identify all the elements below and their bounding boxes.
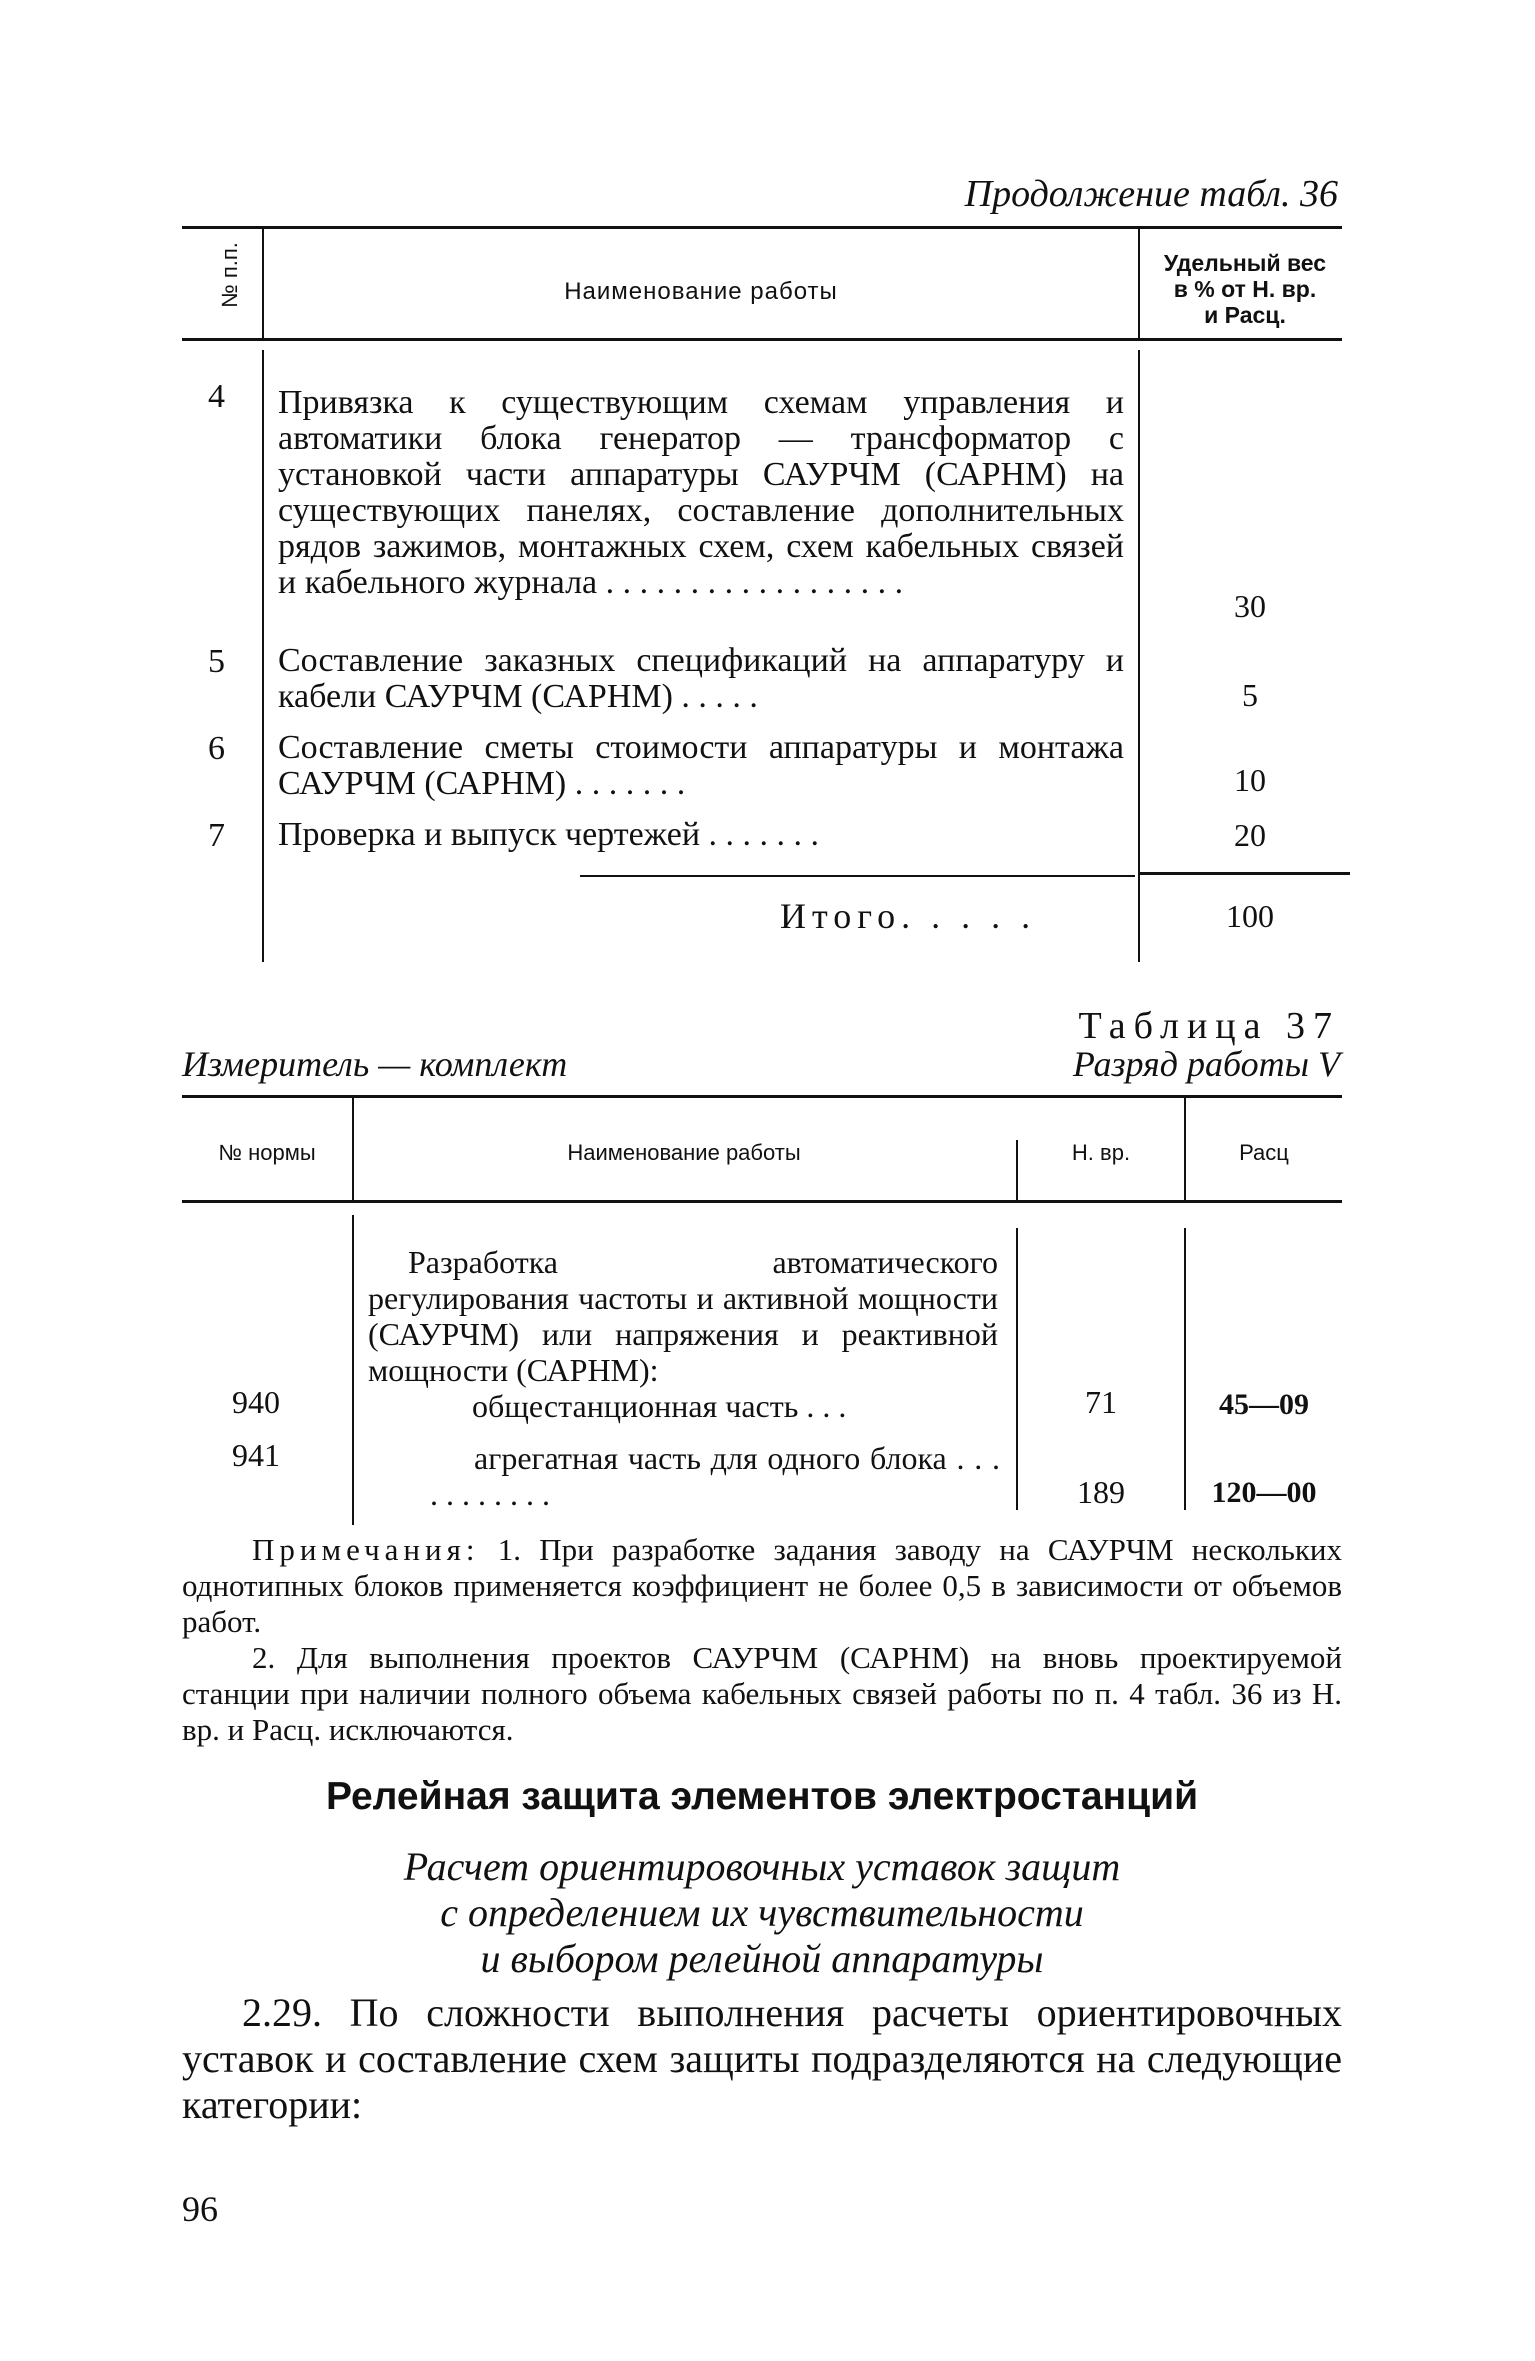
table37-row-time: 189: [1077, 1474, 1125, 1510]
table37-header-name: Наименование работы: [567, 1140, 801, 1165]
table36-header-num: № п.п.: [216, 242, 242, 308]
table37-grade: Разряд работы V: [1072, 1044, 1340, 1084]
table36-top-rule: [182, 226, 1342, 229]
table37-row-norm: 941: [232, 1437, 280, 1473]
table36-row-value: 10: [1234, 762, 1266, 798]
table36-row-num: 6: [208, 730, 225, 767]
share-line-3: и Расц.: [1204, 302, 1286, 328]
table37-header-norm: № нормы: [218, 1140, 316, 1165]
note-2: 2. Для выполнения проектов САУРЧМ (САРНМ) на вновь проектируемой станции при наличии полного объема кабельных связей работы по п. 4 табл. 36 из Н. вр. и Расц. исключаются.: [182, 1640, 1342, 1747]
page-number: 96: [182, 2189, 218, 2229]
table37-header-divider-1: [352, 1098, 354, 1200]
table37-row-time: 71: [1085, 1384, 1117, 1420]
table36-row-value: 20: [1234, 817, 1266, 853]
table37-body-divider-2: [1016, 1228, 1018, 1510]
table37-row-price: 120—00: [1211, 1476, 1317, 1509]
table37-row-norm: 940: [232, 1384, 280, 1420]
table36-header-name: Наименование работы: [564, 278, 838, 305]
table36-row-text: Составление сметы стоимости аппаратуры и монтажа САУРЧМ (САРНМ) . . . . . . .: [278, 729, 1124, 802]
notes-label: Примечания:: [252, 1532, 480, 1567]
share-line-1: Удельный вес: [1163, 250, 1327, 276]
table37-row-text: общестанционная часть . . .: [472, 1388, 847, 1424]
table36-row-num: 7: [208, 817, 225, 854]
table37-row-price: 45—09: [1219, 1388, 1309, 1421]
table36-body-divider-2: [1138, 350, 1140, 962]
table36-row-value: 30: [1234, 588, 1266, 624]
table37-measure: Измеритель — комплект: [182, 1044, 568, 1084]
section-subtitle-2: с определением их чувствительности: [440, 1890, 1084, 1935]
table37-intro-text: Разработка автоматического регулирования частоты и активной мощности (САУРЧМ) или напряжения и реактивной мощности (САРНМ):: [368, 1244, 998, 1388]
table37-body-divider-1: [352, 1215, 354, 1525]
table37-row-text: агрегатная часть для одного блока . . . . . . . . . . .: [430, 1440, 1000, 1512]
table37-header-rule: [182, 1200, 1342, 1203]
table36-total-value: 100: [1226, 898, 1274, 934]
table36-total-label: Итого. . . . .: [780, 896, 1037, 936]
table36-header-rule: [182, 338, 1342, 341]
table36-body-divider-1: [262, 350, 264, 962]
table37-title: Таблица 37: [1078, 1005, 1340, 1047]
section-subtitle-1: Расчет ориентировочных уставок защит: [403, 1844, 1121, 1889]
table36-row-value: 5: [1242, 677, 1258, 713]
table36-total-rule-right: [1140, 872, 1350, 875]
table36-header-share: [1140, 250, 1350, 328]
section-subtitle-3: и выбором релейной аппаратуры: [480, 1936, 1044, 1981]
table37-body-divider-3: [1184, 1228, 1186, 1510]
table37-header-price: Расц: [1239, 1140, 1289, 1165]
section-title: Релейная защита элементов электростанций: [325, 1775, 1199, 1818]
table36-total-rule-left: [580, 875, 1135, 877]
table36-row-num: 4: [208, 378, 225, 415]
table37-header-time: Н. вр.: [1071, 1140, 1131, 1165]
table36-row-num: 5: [208, 643, 225, 680]
section-paragraph: 2.29. По сложности выполнения расчеты ориентировочных уставок и составление схем защиты подразделяются на следующие категории:: [182, 1990, 1342, 2127]
table37-top-rule: [182, 1095, 1342, 1098]
table36-row-text: Составление заказных спецификаций на аппаратуру и кабели САУРЧМ (САРНМ) . . . . .: [278, 642, 1124, 715]
note-1-text: 1. При разработке задания заводу на САУРЧМ нескольких однотипных блоков применяется коэффициент не более 0,5 в зависимости от объемов работ.: [182, 1532, 1343, 1639]
table36-header-divider-1: [262, 229, 264, 338]
table36-row-text: Проверка и выпуск чертежей . . . . . . .: [278, 816, 820, 853]
share-line-2: в % от Н. вр.: [1173, 276, 1317, 302]
note-1: [182, 1532, 1342, 1640]
table36-row-text: Привязка к существующим схемам управления и автоматики блока генератор — трансформатор с установкой части аппаратуры САУРЧМ (САРНМ) на существующих панелях, составление дополнительных рядов зажимов, монтажных схем, схем кабельных связей и кабельного журнала . . . . . . . . . . . . . . . . . .: [278, 384, 1124, 601]
table36-continuation: Продолжение табл. 36: [964, 173, 1338, 215]
